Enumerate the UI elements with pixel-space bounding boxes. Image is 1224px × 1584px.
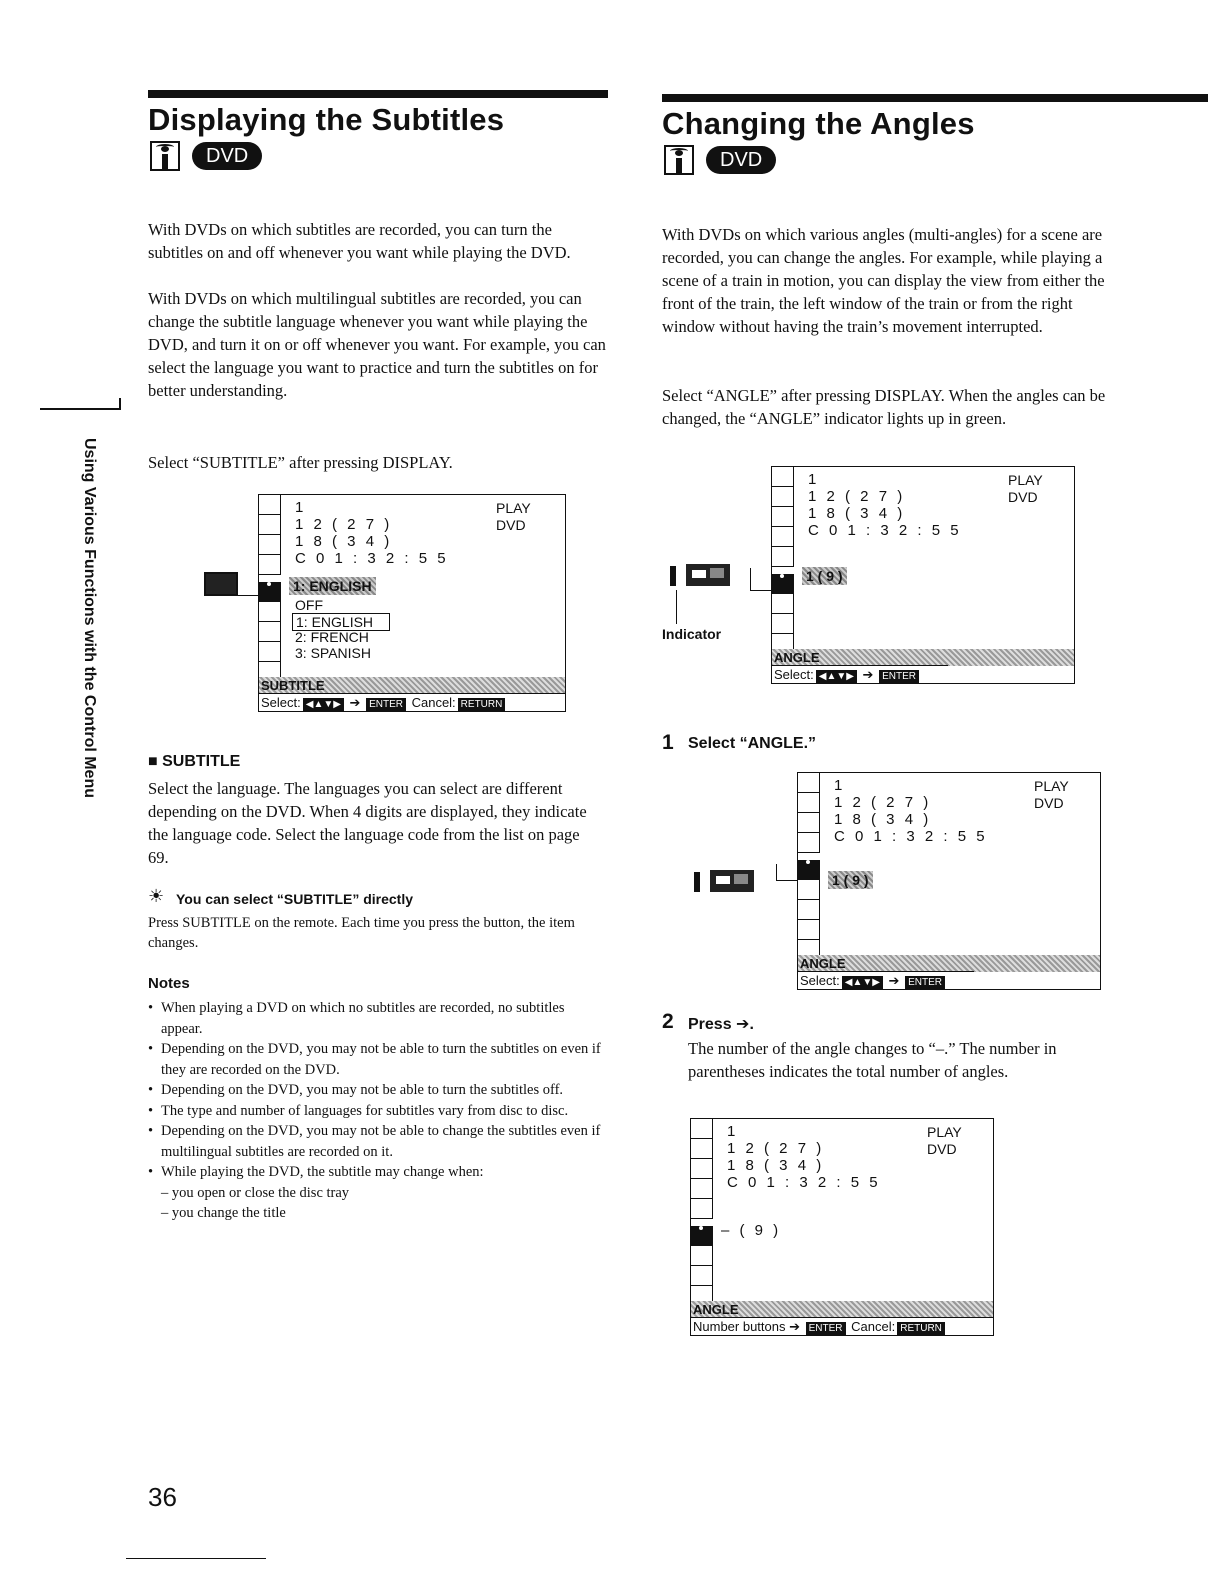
subtitle-heading: ■ SUBTITLE (148, 753, 241, 770)
osd-option-off[interactable]: OFF (295, 597, 323, 613)
osd-chapter: 1 2 ( 2 7 ) (808, 488, 906, 505)
notes-list (148, 998, 608, 1224)
osd-menu-bar: SUBTITLE (259, 677, 565, 694)
osd-connector-v (750, 568, 751, 591)
tip-body: Press SUBTITLE on the remote. Each time you press the button, the item changes. (148, 915, 575, 951)
right-select-instruction: Select “ANGLE” after pressing DISPLAY. When the angles can be changed, the “ANGLE” indicator lights up in green. (662, 386, 1106, 428)
arrow-keys-icon: ◀▲▼▶ (816, 670, 857, 684)
osd-hint: Select: ◀▲▼▶ ➔ ENTER (798, 971, 974, 989)
osd-time: C 0 1 : 3 2 : 5 5 (727, 1174, 881, 1191)
osd-angle-value: 1 ( 9 ) (802, 567, 847, 585)
osd-option-spanish[interactable]: 3: SPANISH (295, 645, 371, 661)
right-intro: With DVDs on which various angles (multi-angles) for a scene are recorded, you can change the angles. For example, while playing a scene of a train in motion, you can display the view from either the front of the train, the left window of the train or from the right window without having the train’s movement interrupted. (662, 225, 1105, 336)
left-header-rule (148, 90, 608, 98)
osd-connector (776, 880, 798, 881)
osd-option-english[interactable]: 1: ENGLISH (292, 613, 390, 631)
osd-time: C 0 1 : 3 2 : 5 5 (808, 522, 962, 539)
angle-osd-screen-3 (690, 1118, 994, 1336)
osd-title-number: 1 (727, 1123, 739, 1140)
note-item: • When playing a DVD on which no subtitles are recorded, no subtitles appear. (148, 998, 608, 1039)
page-number: 36 (148, 1482, 177, 1512)
notes-heading: Notes (148, 975, 190, 992)
left-title: Displaying the Subtitles (148, 102, 505, 137)
side-tab-text: Using Various Functions with the Control Menu (81, 438, 98, 798)
osd-menu-bar: ANGLE (772, 649, 1074, 666)
osd-disc-type: DVD (1034, 795, 1064, 811)
osd-track: 1 8 ( 3 4 ) (727, 1157, 825, 1174)
hint-enter-key: ENTER (806, 1322, 846, 1336)
osd-title-number: 1 (808, 471, 820, 488)
osd-hint: Select: ◀▲▼▶ ➔ ENTER Cancel: RETURN (259, 693, 565, 711)
osd-current-subtitle: 1: ENGLISH (289, 577, 376, 595)
osd-angle-dash: – ( 9 ) (721, 1222, 782, 1239)
subnote-item: – you open or close the disc tray (161, 1184, 350, 1201)
osd-angle-value: 1 ( 9 ) (828, 871, 873, 889)
hint-enter-key: ENTER (905, 976, 945, 990)
note-item: • Depending on the DVD, you may not be able to turn the subtitles off. (148, 1080, 608, 1101)
hint-cancel: Cancel: (411, 695, 456, 710)
footer-line (126, 1558, 266, 1559)
info-icon (150, 141, 180, 171)
osd-disc-type: DVD (1008, 489, 1038, 505)
side-tab (78, 438, 98, 878)
hint-select: Select: (261, 695, 301, 710)
osd-play-status: PLAY (927, 1124, 962, 1140)
indicator-label: Indicator (662, 626, 722, 642)
hint-enter-key: ENTER (366, 698, 406, 712)
osd-disc-type: DVD (927, 1141, 957, 1157)
osd-chapter: 1 2 ( 2 7 ) (727, 1140, 825, 1157)
side-tab-line-tick (119, 398, 121, 410)
angle-osd-screen-2 (797, 772, 1101, 990)
osd-hint: Select: ◀▲▼▶ ➔ ENTER (772, 665, 948, 683)
osd-option-french[interactable]: 2: FRENCH (295, 629, 369, 645)
arrow-keys-icon: ◀▲▼▶ (842, 976, 883, 990)
left-icons (150, 141, 262, 171)
osd-icon-column (691, 1119, 713, 1306)
osd-track: 1 8 ( 3 4 ) (295, 533, 393, 550)
osd-icon-column (798, 773, 820, 960)
osd-disc-type: DVD (496, 517, 526, 533)
indicator-pointer (676, 590, 677, 624)
osd-title-number: 1 (295, 499, 307, 516)
dvd-badge: DVD (192, 142, 262, 170)
hint-enter-key: ENTER (879, 670, 919, 684)
osd-track: 1 8 ( 3 4 ) (834, 811, 932, 828)
tip-heading: You can select “SUBTITLE” directly (176, 891, 414, 907)
note-item: • The type and number of languages for subtitles vary from disc to disc. (148, 1101, 608, 1122)
osd-menu-bar: ANGLE (798, 955, 1100, 972)
osd-icon-column (259, 495, 281, 682)
arrow-keys-icon: ◀▲▼▶ (303, 698, 344, 712)
osd-chapter: 1 2 ( 2 7 ) (295, 516, 393, 533)
left-intro-2: With DVDs on which multilingual subtitles are recorded, you can change the subtitle language whenever you want while playing the DVD, and turn it on or off whenever you want. For example, you can select the language you want to practice and turn the subtitles on for better understanding. (148, 289, 606, 400)
tip-bulb-icon: ☀ (148, 886, 165, 907)
right-icons (664, 145, 776, 175)
note-item: • Depending on the DVD, you may not be able to change the subtitles even if multilingual subtitles are recorded on it. (148, 1121, 608, 1162)
right-title: Changing the Angles (662, 106, 975, 141)
osd-connector-v (237, 572, 238, 596)
angle-indicator-icon (666, 560, 756, 590)
osd-icon-column (772, 467, 794, 654)
osd-connector (750, 590, 772, 591)
note-item: • While playing the DVD, the subtitle may change when: (148, 1162, 608, 1183)
info-icon (664, 145, 694, 175)
left-intro-1: With DVDs on which subtitles are recorded, you can turn the subtitles on and off whenever you want while playing the DVD. (148, 220, 571, 262)
hint-return-key: RETURN (897, 1322, 945, 1336)
hint-cancel: Cancel: (851, 1319, 896, 1334)
hint-number-buttons: Number buttons (693, 1319, 786, 1334)
step-1-number: 1 (662, 731, 674, 754)
osd-connector (237, 595, 259, 596)
osd-connector-v (776, 864, 777, 881)
hint-select: Select: (774, 667, 814, 682)
osd-title-number: 1 (834, 777, 846, 794)
osd-chapter: 1 2 ( 2 7 ) (834, 794, 932, 811)
left-select-instruction: Select “SUBTITLE” after pressing DISPLAY. (148, 453, 453, 472)
step-2-body: The number of the angle changes to “–.” The number in parentheses indicates the total number of angles. (688, 1039, 1057, 1081)
osd-play-status: PLAY (1008, 472, 1043, 488)
angle-indicator-icon-2 (690, 866, 780, 896)
osd-menu-bar: ANGLE (691, 1301, 993, 1318)
step-2-number: 2 (662, 1010, 674, 1033)
remote-display-icon (204, 572, 238, 596)
hint-return-key: RETURN (458, 698, 506, 712)
angle-osd-screen-1 (771, 466, 1075, 684)
osd-time: C 0 1 : 3 2 : 5 5 (834, 828, 988, 845)
subtitle-body: Select the language. The languages you can select are different depending on the DVD. When 4 digits are displayed, they indicate the language code. Select the language code from the list on page 69. (148, 779, 587, 867)
osd-hint: Number buttons ➔ ENTER Cancel: RETURN (691, 1317, 993, 1335)
step-2-text: Press ➔. (688, 1016, 754, 1033)
subtitle-osd-screen (258, 494, 566, 712)
right-header-rule (662, 94, 1208, 102)
subnote-item: – you change the title (161, 1205, 286, 1221)
osd-track: 1 8 ( 3 4 ) (808, 505, 906, 522)
osd-play-status: PLAY (496, 500, 531, 516)
hint-select: Select: (800, 973, 840, 988)
step-1-text: Select “ANGLE.” (688, 735, 817, 752)
side-tab-line (40, 408, 120, 410)
note-item: • Depending on the DVD, you may not be able to turn the subtitles on even if they are recorded on the DVD. (148, 1039, 608, 1080)
dvd-badge: DVD (706, 146, 776, 174)
osd-play-status: PLAY (1034, 778, 1069, 794)
osd-time: C 0 1 : 3 2 : 5 5 (295, 550, 449, 567)
